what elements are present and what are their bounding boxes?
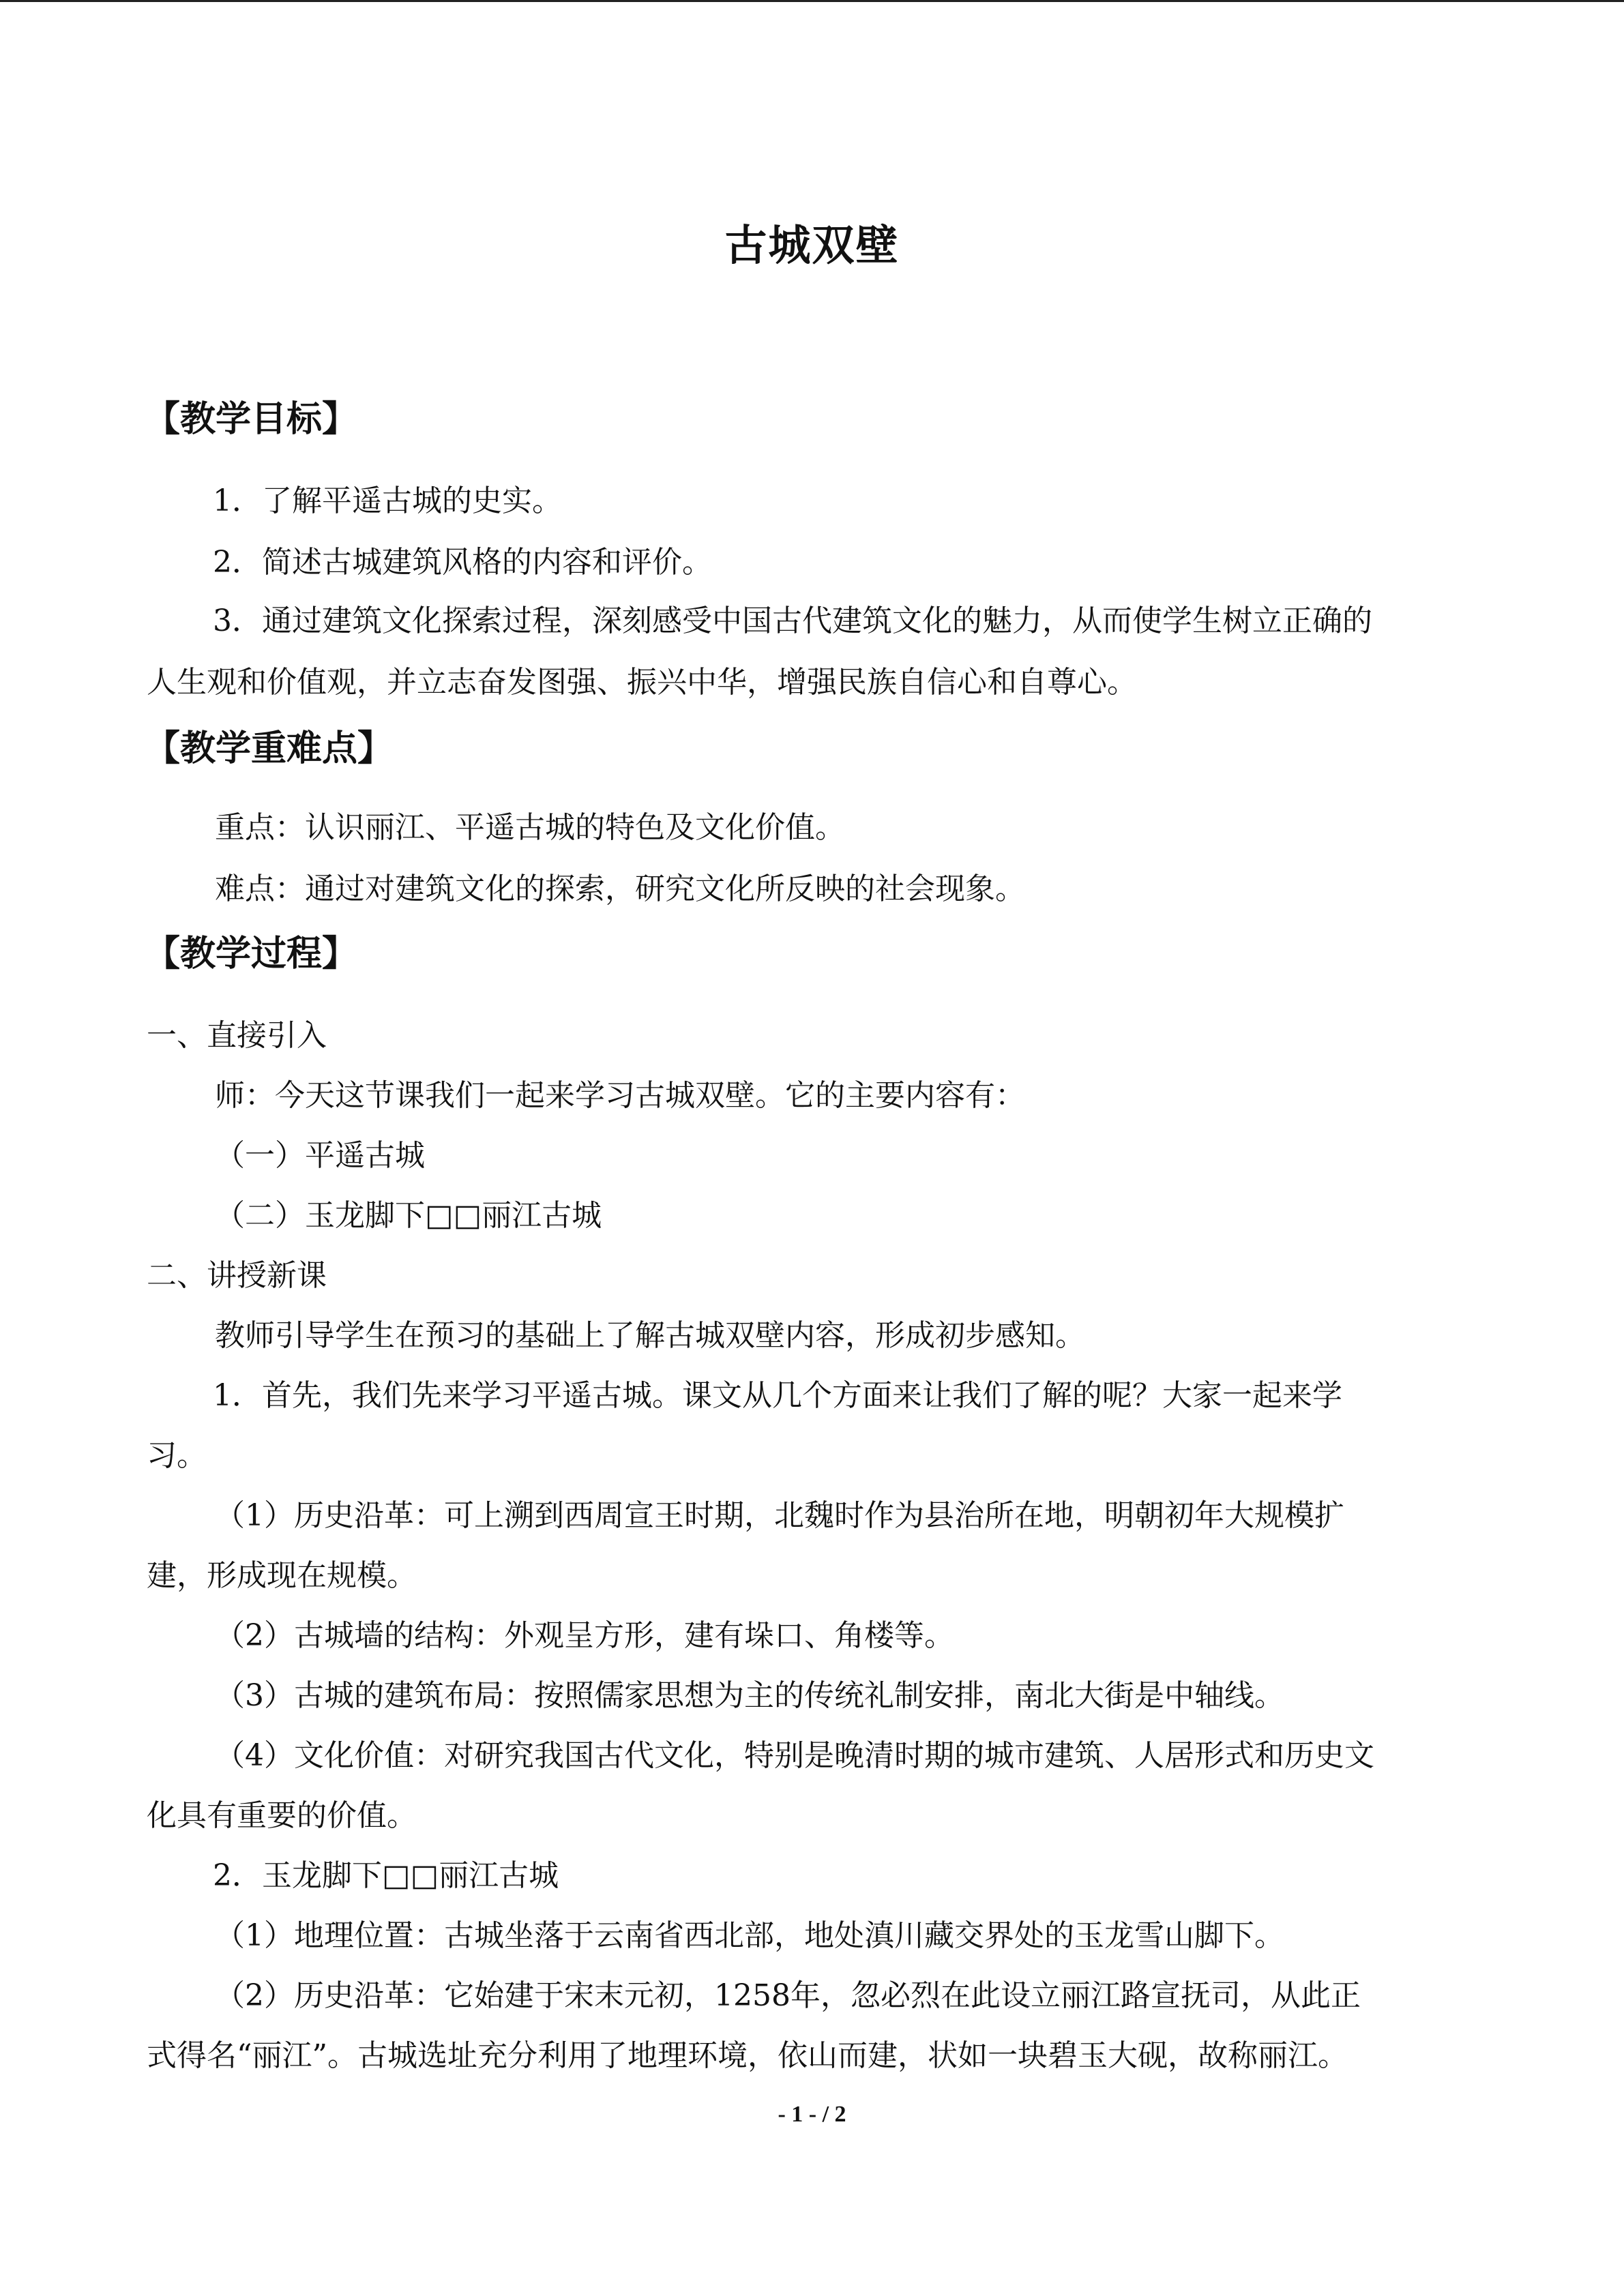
page-title: 古城双壁 — [724, 220, 900, 270]
process-line: （2）历史沿革：它始建于宋末元初，1258年，忽必烈在此设立丽江路宣抚司，从此正 — [215, 1978, 1361, 2013]
key-point-important: 重点：认识丽江、平遥古城的特色及文化价值。 — [215, 810, 845, 845]
process-line: 一、直接引入 — [147, 1018, 327, 1053]
process-line: （一）平遥古城 — [215, 1138, 425, 1173]
process-line: （3）古城的建筑布局：按照儒家思想为主的传统礼制安排，南北大街是中轴线。 — [215, 1678, 1284, 1713]
goal-item: 人生观和价值观，并立志奋发图强、振兴中华，增强民族自信心和自尊心。 — [147, 665, 1137, 700]
heading-goals: 【教学目标】 — [145, 399, 358, 440]
process-line: （1）地理位置：古城坐落于云南省西北部，地处滇川藏交界处的玉龙雪山脚下。 — [215, 1918, 1284, 1953]
process-line: （4）文化价值：对研究我国古代文化，特别是晚清时期的城市建筑、人居形式和历史文 — [215, 1738, 1374, 1773]
goal-item: 2．简述古城建筑风格的内容和评价。 — [213, 545, 712, 580]
process-line: （二）玉龙脚下□□丽江古城 — [215, 1198, 602, 1233]
goal-item: 3．通过建筑文化探索过程，深刻感受中国古代建筑文化的魅力，从而使学生树立正确的 — [213, 603, 1372, 638]
process-line: （1）历史沿革：可上溯到西周宣王时期，北魏时作为县治所在地，明朝初年大规模扩 — [215, 1498, 1344, 1533]
process-line: 化具有重要的价值。 — [147, 1798, 417, 1833]
key-point-difficult: 难点：通过对建筑文化的探索，研究文化所反映的社会现象。 — [215, 871, 1025, 906]
heading-process: 【教学过程】 — [145, 934, 358, 974]
process-line: 习。 — [147, 1438, 207, 1473]
goal-item: 1．了解平遥古城的史实。 — [213, 483, 562, 518]
process-line: 2．玉龙脚下□□丽江古城 — [213, 1858, 559, 1893]
heading-key-points: 【教学重难点】 — [145, 728, 394, 769]
process-line: 教师引导学生在预习的基础上了解古城双壁内容，形成初步感知。 — [215, 1318, 1085, 1353]
process-line: 1．首先，我们先来学习平遥古城。课文从几个方面来让我们了解的呢？大家一起来学 — [213, 1378, 1342, 1413]
process-line: 师：今天这节课我们一起来学习古城双壁。它的主要内容有： — [215, 1078, 1025, 1113]
process-line: （2）古城墙的结构：外观呈方形，建有垛口、角楼等。 — [215, 1618, 954, 1653]
process-line: 二、讲授新课 — [147, 1258, 327, 1293]
top-border — [0, 0, 1624, 2]
process-line: 建，形成现在规模。 — [147, 1558, 417, 1593]
process-line: 式得名“丽江”。古城选址充分利用了地理环境，依山而建，状如一块碧玉大砚，故称丽江。 — [147, 2038, 1348, 2073]
page-number: - 1 - / 2 — [778, 2102, 846, 2127]
